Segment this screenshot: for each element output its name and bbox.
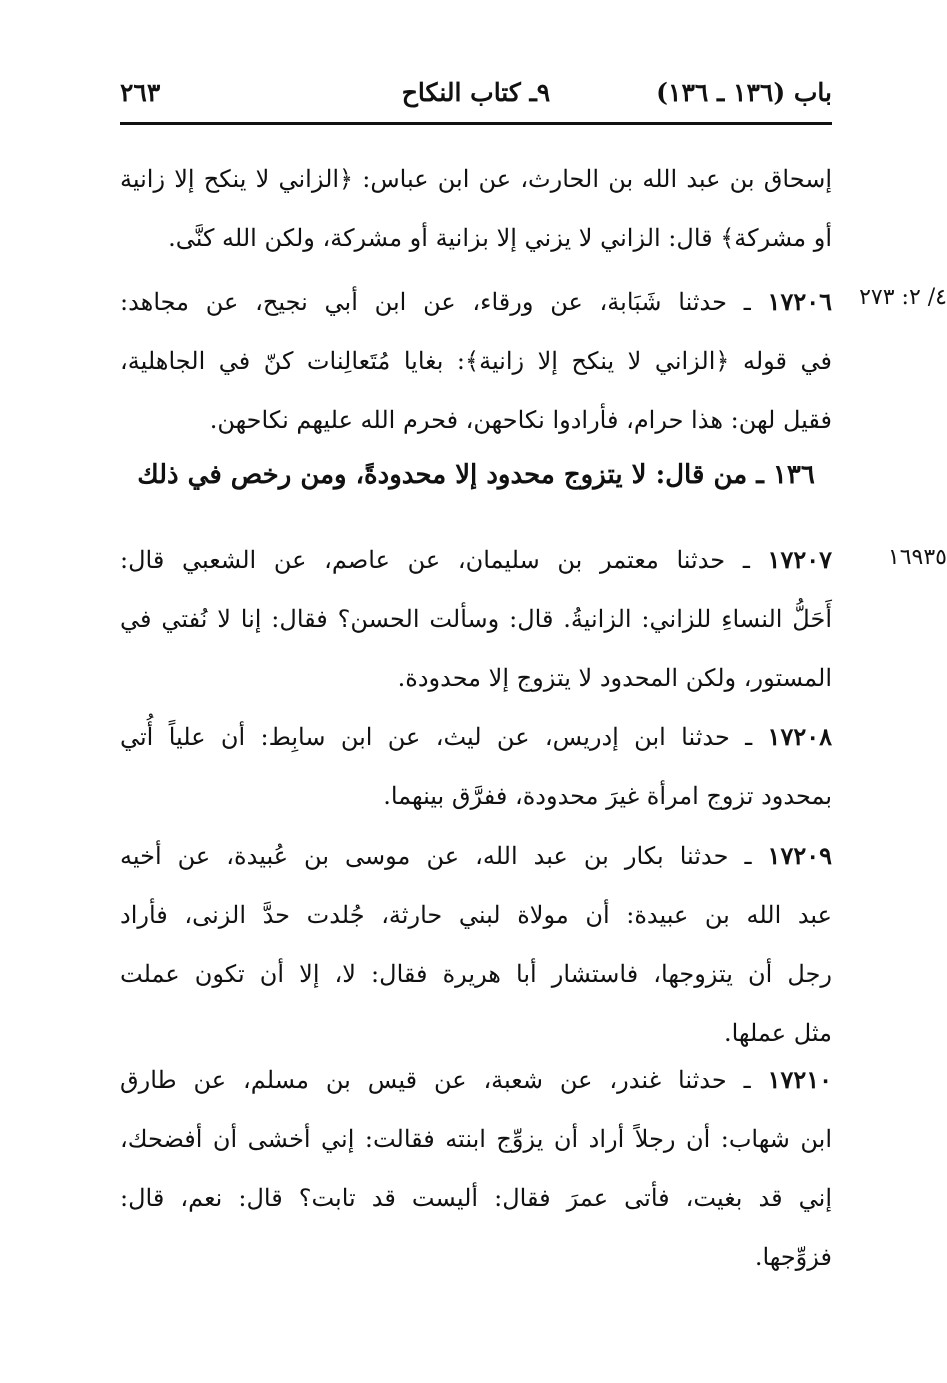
margin-reference: ٤/ ٢: ٢٧٣ (859, 285, 947, 310)
line-text: ـ حدثنا معتمر بن سليمان، عن عاصم، عن الشعبي قال: (120, 546, 750, 574)
text-line: عبد الله بن عبيدة: أن مولاة لبني حارثة، جُلدت حدَّ الزنى، فأراد (120, 901, 832, 929)
margin-reference: ١٦٩٣٥ (887, 545, 947, 570)
text-line (120, 826, 832, 886)
hadith-number: ١٧٢١٠ (767, 1065, 833, 1094)
text-line: رجل أن يتزوجها، فاستشار أبا هريرة فقال: لا، إلا أن تكون عملت (120, 960, 832, 988)
text-line: أو مشركة﴾ قال: الزاني لا يزني إلا بزانية أو مشركة، ولكن الله كنَّى. (168, 224, 832, 252)
hadith-number: ١٧٢٠٦ (767, 287, 832, 316)
text-line (120, 272, 832, 332)
text-line: فقيل لهن: هذا حرام، فأرادوا نكاحهن، فحرم الله عليهم نكاحهن. (209, 406, 832, 434)
page-number: ٢٦٣ (120, 78, 161, 107)
text-line (120, 707, 832, 767)
text-line: إني قد بغيت، فأتى عمرَ فقال: أليست قد تابت؟ قال: نعم، قال: (120, 1184, 832, 1212)
page-header (120, 78, 832, 122)
hadith-17209 (120, 826, 832, 1063)
text-line: ابن شهاب: أن رجلاً أراد أن يزوِّج ابنته فقالت: إني أخشى أن أفضحك، (120, 1125, 832, 1153)
hadith-number: ١٧٢٠٩ (767, 841, 832, 870)
hadith-17206 (120, 272, 832, 450)
hadith-17208 (120, 707, 832, 826)
text-line: إسحاق بن عبد الله بن الحارث، عن ابن عباس: ﴿الزاني لا ينكح إلا زانية (120, 165, 832, 193)
hadith-number: ١٧٢٠٧ (767, 545, 832, 574)
text-line: مثل عملها. (723, 1019, 832, 1047)
line-text: ـ حدثنا بكار بن عبد الله، عن موسى بن عُبيدة، عن أخيه (120, 842, 752, 870)
text-line: المستور، ولكن المحدود لا يتزوج إلا محدودة. (397, 664, 832, 692)
hadith-number: ١٧٢٠٨ (767, 722, 832, 751)
line-text: ـ حدثنا غندر، عن شعبة، عن قيس بن مسلم، عن طارق (120, 1066, 751, 1094)
chapter-heading: ١٣٦ ـ من قال: لا يتزوج محدود إلا محدودةً، ومن رخص في ذلك (137, 460, 815, 490)
hadith-17207 (120, 530, 832, 708)
hadith-17210 (120, 1050, 832, 1287)
text-line: فزوِّجها. (754, 1243, 832, 1271)
line-text: ـ حدثنا شَبَابة، عن ورقاء، عن ابن أبي نجيح، عن مجاهد: (120, 288, 751, 316)
text-line (120, 1050, 832, 1110)
line-text: ـ حدثنا ابن إدريس، عن ليث، عن ابن سابِط: أن علياً أُتي (120, 723, 753, 751)
paragraph-continuation (120, 150, 832, 268)
text-line: أَحَلُّ النساءِ للزاني: الزانيةُ. قال: وسألت الحسن؟ فقال: إنا لا نُفتي في (120, 605, 832, 633)
text-line (120, 530, 832, 590)
text-line: بمحدود تزوج امرأة غيرَ محدودة، ففرَّق بينهما. (383, 782, 832, 810)
book-title: ٩ـ كتاب النكاح (401, 78, 551, 107)
chapter-range: باب (١٣٦ ـ ١٣٦) (656, 78, 832, 107)
text-line: في قوله ﴿الزاني لا ينكح إلا زانية﴾: بغايا مُتَعالِنات كنّ في الجاهلية، (120, 347, 832, 375)
header-rule (120, 122, 832, 125)
